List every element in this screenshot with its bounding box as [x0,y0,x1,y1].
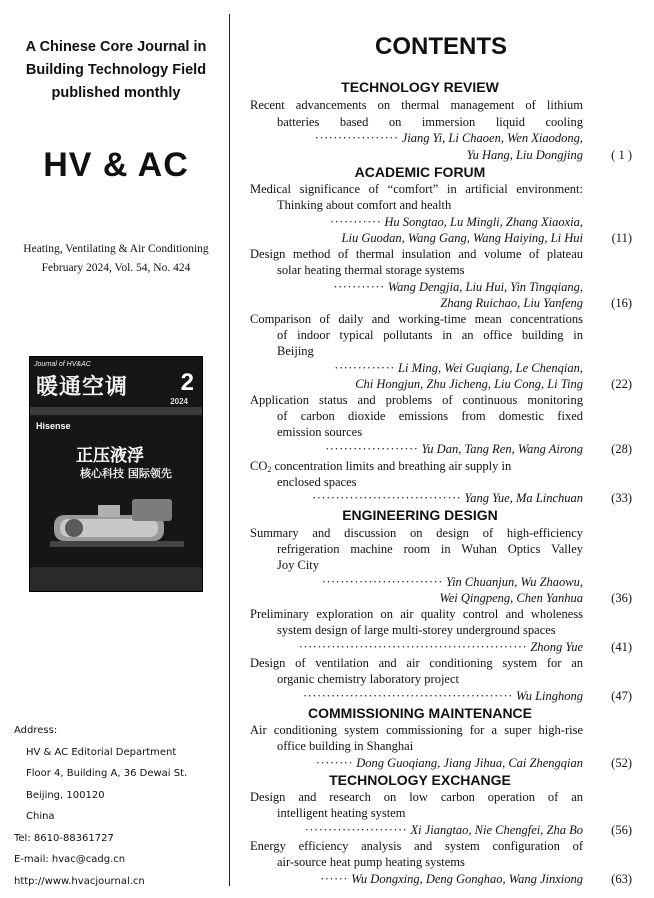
article-authors: ······ Wu Dongxing, Deng Gonghao, Wang Jinxiong [320,872,583,886]
article-authors: Chi Hongjun, Zhu Jicheng, Liu Cong, Li Ting [355,377,583,391]
page-number: ( 1 ) [611,148,632,162]
cover-year: 2024 [170,397,188,406]
article-title: system design of large multi-storey underground spaces [277,623,556,637]
article-title: Comparison of daily and working-time mean concentrations [250,312,583,326]
page-number: (36) [611,591,632,605]
cover-journal-name: Journal of HV&AC [34,361,91,368]
article-title: intelligent heating system [277,806,406,820]
address-block: Address: HV & AC Editorial Department Floor 4, Building A, 36 Dewai St. Beijing, 100120 China Tel: 8610-88361727 E-mail: hvac@cadg.cn http://www.hvacjournal.cn [14,720,187,892]
cover-band [30,407,203,415]
email[interactable]: E-mail: hvac@cadg.cn [14,854,126,865]
chiller-machine-illustration [48,495,186,553]
cover-headline: 正压液浮 [76,446,144,466]
article-title: office building in Shanghai [277,739,414,753]
telephone: Tel: 8610-88361727 [14,832,114,844]
section-commissioning-maintenance: COMMISSIONING MAINTENANCE [308,705,532,721]
article-authors: ················································· Zhong Yue [298,640,583,654]
article-authors: Wei Qingpeng, Chen Yanhua [439,591,583,605]
article-authors: ···················· Yu Dan, Tang Ren, Wang Airong [325,442,583,456]
article-authors: ··········· Hu Songtao, Lu Mingli, Zhang Xiaoxia, [329,215,583,229]
article-title: refrigeration machine room in Wuhan Optics Valley [277,542,583,556]
section-technology-review: TECHNOLOGY REVIEW [341,79,499,95]
page-number: (52) [611,756,632,770]
publication-info: Heating, Ventilating & Air Conditioning February 2024, Vol. 54, No. 424 [23,243,209,274]
page-number: (63) [611,872,632,886]
article-title: Preliminary exploration on air quality control and wholeness [250,607,583,621]
page-number: (16) [611,296,632,310]
article-title: Joy City [277,558,320,572]
page-number: (28) [611,442,632,456]
article-authors: ············· Li Ming, Wei Guqiang, Le Chenqian, [334,361,583,375]
article-title: $CO_2$ concentration limits and breathing air supply in [250,459,512,474]
journal-brand: HV & AC [43,146,189,184]
article-title: batteries based on immersion liquid cooling [277,115,583,129]
contents-title: CONTENTS [375,33,507,60]
left-column [0,0,229,898]
section-engineering-design: ENGINEERING DESIGN [342,507,498,523]
article-title: enclosed spaces [277,475,357,489]
website[interactable]: http://www.hvacjournal.cn [14,875,145,887]
article-title: Recent advancements on thermal management of lithium [250,98,583,112]
page-number: (11) [611,231,632,245]
article-title: Design and research on low carbon operation of an [250,790,583,804]
cover-footer [30,567,203,591]
section-academic-forum: ACADEMIC FORUM [354,164,486,180]
article-title: Air conditioning system commissioning for a super high-rise [250,723,583,737]
article-authors: ·················· Jiang Yi, Li Chaoen, Wen Xiaodong, [314,131,583,145]
article-title: Design method of thermal insulation and volume of plateau [250,247,583,261]
column-divider [229,14,230,886]
article-title: Beijing [277,344,314,358]
article-authors: Liu Guodan, Wang Gang, Wang Haiying, Li Hui [341,231,583,245]
section-technology-exchange: TECHNOLOGY EXCHANGE [329,772,511,788]
article-title: of indoor typical pollutants in an office building in [277,328,583,342]
article-authors: ································ Yang Yue, Ma Linchuan [312,491,583,505]
page-number: (47) [611,689,632,703]
cover-brand-logo: Hisense [36,421,71,431]
article-title: Application status and problems of continuous monitoring [250,393,583,407]
article-title: emission sources [277,425,363,439]
article-title: Summary and discussion on design of high-efficiency [250,526,583,540]
article-title: Energy efficiency analysis and system configuration of [250,839,583,853]
page-number: (56) [611,823,632,837]
journal-tagline: A Chinese Core Journal in Building Technology Field published monthly [25,39,207,101]
page-number: (22) [611,377,632,391]
article-title: Medical significance of “comfort” in artificial environment: [250,182,583,196]
cover-subheadline: 核心科技 国际领先 [80,467,172,480]
page-number: (41) [611,640,632,654]
page-number: (33) [611,491,632,505]
article-authors: ·························· Yin Chuanjun, Wu Zhaowu, [321,575,583,589]
article-authors: Zhang Ruichao, Liu Yanfeng [440,296,583,310]
article-title: solar heating thermal storage systems [277,263,465,277]
article-title: Design of ventilation and air conditioning system for an [250,656,583,670]
article-authors: ········ Dong Guoqiang, Jiang Jihua, Cai Zhengqian [315,756,583,770]
article-title: organic chemistry laboratory project [277,672,459,686]
cover-issue-number: 2 [180,369,194,396]
article-authors: Yu Hang, Liu Dongjing [466,148,583,162]
cover-image [29,356,203,592]
article-title: air-source heat pump heating systems [277,855,465,869]
cover-chinese-title: 暖通空调 [36,375,129,400]
article-authors: ············································· Wu Linghong [303,689,583,703]
article-title: of carbon dioxide emissions from domestic fixed [277,409,583,423]
article-authors: ··········· Wang Dengjia, Liu Hui, Yin Tingqiang, [333,280,583,294]
article-authors: ······················ Xi Jiangtao, Nie Chengfei, Zha Bo [304,823,583,837]
article-title: Thinking about comfort and health [277,198,452,212]
